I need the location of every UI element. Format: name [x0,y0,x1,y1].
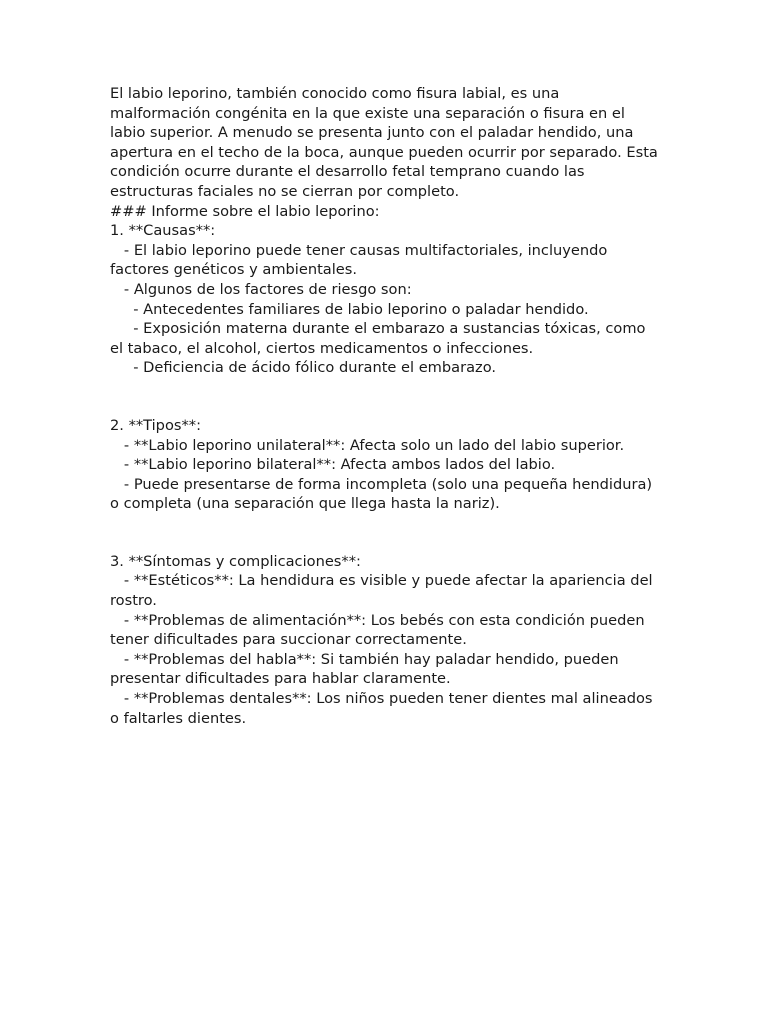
section-causas [110,221,662,378]
section-title: 2. **Tipos**: [110,416,201,434]
list-item: - **Problemas dentales**: Los niños pueden tener dientes mal alineados o faltarles dientes. [110,690,658,727]
section-title: 1. **Causas**: [110,222,216,240]
document-page [110,84,662,728]
list-item: - Algunos de los factores de riesgo son: [110,280,412,298]
list-item: - **Problemas del habla**: Si también hay paladar hendido, pueden presentar dificultades para hablar claramente. [110,650,624,688]
list-item: - **Problemas de alimentación**: Los bebés con esta condición pueden tener dificultades para succionar correctamente. [110,611,650,649]
section-tipos [110,416,662,514]
intro-paragraph: El labio leporino, también conocido como fisura labial, es una malformación congénita en la que existe una separación o fisura en el labio superior. A menudo se presenta junto con el paladar hendido, una apertura en el techo de la boca, aunque pueden ocurrir por separado. Esta condición ocurre durante el desarrollo fetal temprano cuando las estructuras faciales no se cierran por completo. [110,85,663,200]
list-item: - Deficiencia de ácido fólico durante el embarazo. [110,359,497,377]
section-title: 3. **Síntomas y complicaciones**: [110,552,361,570]
section-sintomas [110,552,662,728]
list-item: - Exposición materna durante el embarazo a sustancias tóxicas, como el tabaco, el alcohol, ciertos medicamentos o infecciones. [110,320,651,357]
list-item: - **Labio leporino unilateral**: Afecta solo un lado del labio superior. [110,436,625,454]
list-item: - **Estéticos**: La hendidura es visible y puede afectar la apariencia del rostro. [110,572,658,610]
list-item: - **Labio leporino bilateral**: Afecta ambos lados del labio. [110,456,556,474]
list-item: - Antecedentes familiares de labio leporino o paladar hendido. [110,300,589,318]
report-heading: ### Informe sobre el labio leporino: [110,202,380,220]
list-item: - El labio leporino puede tener causas multifactoriales, incluyendo factores genéticos y ambientales. [110,241,612,279]
list-item: - Puede presentarse de forma incompleta (solo una pequeña hendidura) o completa (una separación que llega hasta la nariz). [110,475,657,513]
